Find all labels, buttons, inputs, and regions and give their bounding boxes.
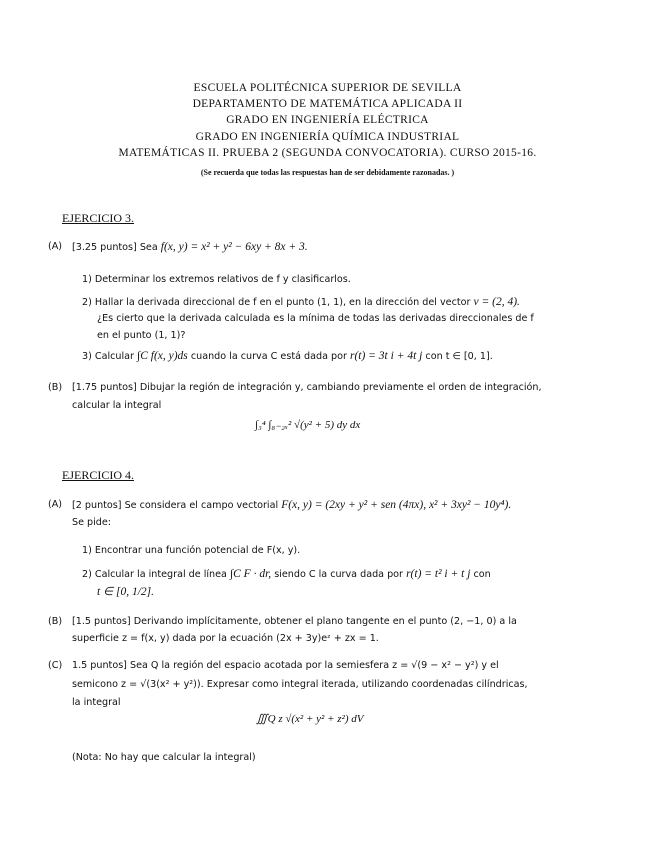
ex4-a2-integral: ∫C F · dr, xyxy=(229,568,272,580)
ex4-a-item-2-line-2 xyxy=(97,586,154,599)
ex3-b-integral: ∫₃⁴ ∫₈₋₂ₓ² √(y² + 5) dy dx xyxy=(255,419,361,431)
ex4-a-label: (A) xyxy=(48,499,63,510)
ex3-a2-text: 2) Hallar la derivada direccional de f en el punto (1, 1), en la dirección del vector xyxy=(82,297,471,308)
header-note: (Se recuerda que todas las respuestas han de ser debidamente razonadas. ) xyxy=(200,168,455,177)
header-line-4: GRADO EN INGENIERÍA QUÍMICA INDUSTRIAL xyxy=(195,131,460,143)
ex3-a3-pre: 3) Calcular xyxy=(82,351,134,362)
exercise-4-title: EJERCICIO 4. xyxy=(62,468,134,482)
ex3-a3-post: con t ∈ [0, 1]. xyxy=(425,351,493,362)
ex4-c-line-1: 1.5 puntos] Sea Q la región del espacio acotada por la semiesfera z = √(9 − x² − y²) y el xyxy=(72,660,499,671)
ex3-a-item-2-line-3: en el punto (1, 1)? xyxy=(97,330,186,341)
ex4-c-line-2: semicono z = √(3(x² + y²)). Expresar como integral iterada, utilizando coordenadas cilíndricas, xyxy=(72,679,528,690)
ex4-b-line-2: superficie z = f(x, y) dada por la ecuación (2x + 3y)eᶻ + zx = 1. xyxy=(72,633,379,644)
ex4-c-integral: ∭Q z √(x² + y² + z²) dV xyxy=(256,713,364,725)
ex4-c-label: (C) xyxy=(48,660,63,671)
ex4-a2-curve: r(t) = t² i + t j xyxy=(406,568,471,580)
ex4-note: (Nota: No hay que calcular la integral) xyxy=(72,752,256,763)
ex4-b-line-1: [1.5 puntos] Derivando implícitamente, obtener el plano tangente en el punto (2, −1, 0) a la xyxy=(72,616,517,627)
ex4-a2-post: con xyxy=(473,569,491,580)
header-line-2: DEPARTAMENTO DE MATEMÁTICA APLICADA II xyxy=(192,98,463,110)
ex4-a-field: F(x, y) = (2xy + y² + sen (4πx), x² + 3xy² − 10y⁴). xyxy=(281,499,512,511)
ex4-c-line-3: la integral xyxy=(72,697,121,708)
ex3-a-item-2-line-2: ¿Es cierto que la derivada calculada es la mínima de todas las derivadas direccionales de f xyxy=(97,313,534,324)
ex4-a-line-1 xyxy=(72,499,511,512)
ex4-b-label: (B) xyxy=(48,616,63,627)
ex3-a-statement xyxy=(72,241,308,254)
ex3-b-label: (B) xyxy=(48,382,63,393)
ex4-a2-range: t ∈ [0, 1/2]. xyxy=(97,586,154,598)
ex4-a2-pre: 2) Calcular la integral de línea xyxy=(82,569,227,580)
ex4-a-line-2: Se pide: xyxy=(72,517,112,528)
ex3-a-label: (A) xyxy=(48,241,63,252)
ex4-a-item-1: 1) Encontrar una función potencial de F(x, y). xyxy=(82,545,301,556)
ex3-a-item-2-line-1 xyxy=(82,296,520,309)
ex3-a-points: [3.25 puntos] Sea xyxy=(72,242,158,253)
header-line-1: ESCUELA POLITÉCNICA SUPERIOR DE SEVILLA xyxy=(193,82,462,94)
ex4-a2-mid: siendo C la curva dada por xyxy=(274,569,403,580)
ex3-a3-integral: ∫C f(x, y)ds xyxy=(137,350,188,362)
header-line-5: MATEMÁTICAS II. PRUEBA 2 (SEGUNDA CONVOCATORIA). CURSO 2015-16. xyxy=(118,147,537,159)
ex4-a-item-2-line-1 xyxy=(82,568,491,581)
ex3-a2-vector: v = (2, 4). xyxy=(473,296,520,308)
ex3-a-item-1: 1) Determinar los extremos relativos de f y clasificarlos. xyxy=(82,274,351,285)
ex3-a-item-3 xyxy=(82,350,493,363)
header-line-3: GRADO EN INGENIERÍA ELÉCTRICA xyxy=(226,114,429,126)
ex3-a-function: f(x, y) = x² + y² − 6xy + 8x + 3. xyxy=(160,241,308,253)
ex3-a3-curve: r(t) = 3t i + 4t j xyxy=(349,350,423,362)
ex3-b-line-1: [1.75 puntos] Dibujar la región de integración y, cambiando previamente el orden de integración, xyxy=(72,382,542,393)
exercise-3-title: EJERCICIO 3. xyxy=(62,211,134,225)
ex3-b-line-2: calcular la integral xyxy=(72,400,162,411)
ex3-a3-mid: cuando la curva C está dada por xyxy=(190,351,347,362)
ex4-a-pre: [2 puntos] Se considera el campo vectorial xyxy=(72,500,279,511)
